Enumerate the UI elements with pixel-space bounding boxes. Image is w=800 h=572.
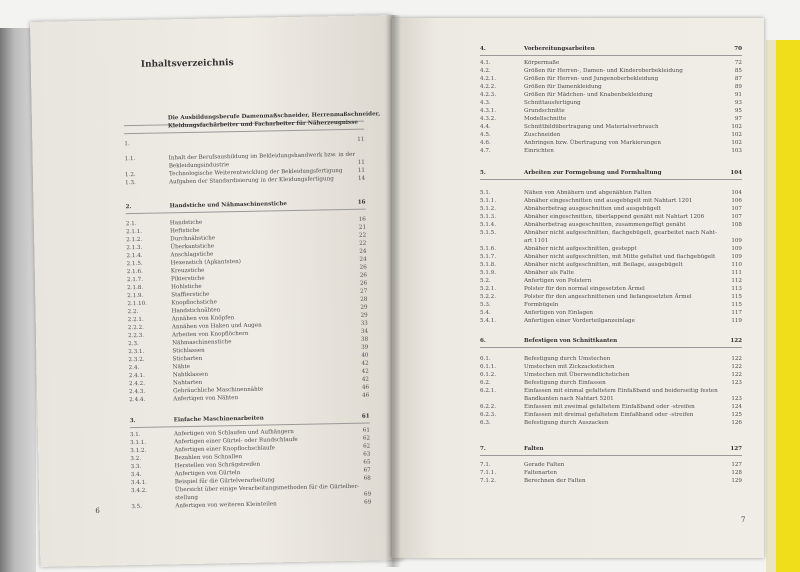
- toc-entry-number: 2.1.3.: [126, 244, 143, 252]
- toc-entry-number: 4.3.2.: [480, 116, 497, 122]
- toc-entry-title: Umstechen mit Überwendlichstichen: [524, 372, 630, 378]
- toc-entry: [125, 216, 366, 228]
- toc-entry-title: Formbügeln: [524, 302, 559, 308]
- toc-entry-number: 2.1.6.: [126, 268, 143, 276]
- section-rule: [480, 347, 742, 348]
- toc-entry-number: 4.3.: [480, 100, 491, 106]
- toc-entry-page: 42: [361, 376, 369, 383]
- toc-entry-number: 2.1.9.: [127, 292, 144, 300]
- toc-entry-number: 4.2.: [480, 68, 491, 74]
- toc-entry-page: 11: [357, 167, 365, 174]
- toc-entry-title: Abnäher eingeschnitten und ausgebügelt mit Nahtart 1201: [524, 198, 693, 204]
- toc-entry-page: 123: [731, 396, 742, 402]
- toc-entry-page: 111: [731, 270, 742, 276]
- toc-entry-title: Einfassen mit einmal gefaltetem Einfaßband und beiderseitig festen: [524, 388, 718, 394]
- toc-entry-title: Schnittbildübertragung und Materialverbrauch: [524, 124, 659, 130]
- toc-entry-title: Schnittausfertigung: [524, 100, 581, 106]
- toc-entry-number: 3.4.: [130, 471, 142, 479]
- toc-entry-title: Die Ausbildungsberufe Damenmaßschneider, Herrenmaßschneider,: [167, 111, 381, 122]
- toc-entry-title: Kreuzstiche: [170, 267, 205, 275]
- toc-entry-page: 38: [360, 336, 369, 343]
- toc-entry-page: 115: [731, 294, 742, 300]
- toc-entry-title: art 1101: [524, 238, 549, 244]
- toc-entry-page: 72: [734, 60, 742, 66]
- toc-entry-title: stellung: [175, 494, 199, 502]
- toc-entry-number: 3.1.: [129, 431, 141, 439]
- toc-entry-page: 124: [731, 404, 742, 410]
- toc-entry-page: 127: [731, 462, 742, 468]
- toc-entry-number: 5.1.6.: [480, 246, 497, 252]
- toc-entry-page: 102: [731, 132, 742, 138]
- toc-entry-page: 115: [731, 302, 742, 308]
- toc-entry-number: 2.4.4.: [129, 396, 146, 404]
- toc-entry-page: 62: [362, 435, 371, 442]
- toc-entry: [124, 111, 381, 122]
- toc-entry-page: 127: [730, 446, 742, 452]
- toc-entry: [125, 199, 366, 211]
- toc-entry-number: 4.2.3.: [480, 92, 497, 98]
- toc-entry-number: 3.: [129, 418, 136, 425]
- toc-entry-number: 2.4.3.: [129, 388, 146, 396]
- page-title: Inhaltsverzeichnis: [140, 58, 234, 70]
- toc-entry-number: 5.1.: [480, 190, 491, 196]
- toc-entry-page: 24: [359, 256, 367, 263]
- toc-entry-number: 5.1.2.: [480, 206, 497, 212]
- toc-entry-page: 69: [364, 499, 372, 506]
- toc-entry-title: Nähte: [172, 363, 191, 371]
- toc-entry-title: Anfertigen von Schlaufen und Aufhängern: [173, 429, 294, 438]
- toc-entry-title: Handstiche und Nähmaschinenstiche: [169, 201, 288, 210]
- toc-entry-number: 3.5.: [131, 503, 143, 511]
- toc-entry-page: 22: [358, 232, 367, 239]
- toc-entry-number: 5.2.2.: [480, 294, 497, 300]
- toc-entry-title: Größen für Herren-, Damen- und Kinderoberbekleidung: [524, 68, 683, 74]
- toc-entry-page: 104: [730, 170, 742, 176]
- toc-entry-number: 4.4.: [480, 124, 491, 130]
- toc-entry-page: 122: [731, 356, 742, 362]
- toc-entry-number: 6.2.3.: [480, 412, 497, 418]
- toc-entry-title: Annähen von Haken und Augen: [171, 322, 262, 331]
- toc-entry-page: 21: [358, 224, 367, 231]
- section-rule: [480, 179, 742, 180]
- toc-entry-title: Nähen von Abnähern und abgenähten Falten: [524, 190, 652, 196]
- toc-entry-title: Knopflochstiche: [171, 299, 218, 307]
- toc-entry-page: 16: [358, 216, 366, 223]
- toc-entry-page: 40: [361, 352, 369, 359]
- toc-entry-title: Anfertigen von Polstern: [524, 278, 592, 284]
- toc-entry-page: 103: [731, 148, 742, 154]
- toc-entry-page: 22: [359, 240, 367, 247]
- toc-entry-number: [125, 163, 165, 164]
- toc-entry-title: Überkantstiche: [170, 243, 215, 251]
- toc-entry-page: 46: [361, 384, 370, 391]
- toc-entry-title: Arbeiten zur Formgebung und Formhaltung: [524, 170, 662, 176]
- toc-entry-page: 61: [361, 413, 370, 420]
- toc-entry-page: 123: [731, 380, 742, 386]
- toc-entry-number: 5.4.: [480, 310, 491, 316]
- toc-entry-page: 26: [359, 280, 368, 287]
- toc-entry-number: 4.3.1.: [480, 108, 497, 114]
- toc-entry-title: Gerade Falten: [524, 462, 565, 468]
- toc-entry-title: Stichlassen: [172, 347, 205, 355]
- toc-entry-number: 5.1.9.: [480, 270, 497, 276]
- left-page: [30, 15, 402, 567]
- toc-entry-page: 26: [359, 272, 367, 279]
- toc-entry-page: 89: [734, 84, 742, 90]
- toc-entry-page: 128: [731, 470, 742, 476]
- toc-entry-title: Anfertigen von weiteren Kleinteilen: [175, 501, 277, 510]
- toc-entry-number: 2.1.1.: [125, 228, 143, 236]
- toc-entry-number: 5.1.4.: [480, 222, 497, 228]
- toc-entry-page: 70: [734, 46, 742, 52]
- section-rule: [124, 129, 364, 135]
- toc-entry-page: 42: [361, 368, 369, 375]
- toc-entry-number: 5.1.7.: [480, 254, 497, 260]
- left-page-number: 6: [95, 506, 100, 515]
- toc-entry-title: Nahtklassen: [172, 371, 209, 379]
- toc-entry-number: 4.2.1.: [480, 76, 497, 82]
- toc-entry-number: [124, 115, 164, 116]
- toc-entry-title: Pikierstiche: [170, 275, 205, 283]
- toc-entry-page: 24: [359, 248, 367, 255]
- toc-entry-title: Anfertigen von Gürteln: [174, 470, 241, 478]
- toc-entry-page: 16: [357, 199, 366, 206]
- toc-entry-number: 2.1.10.: [127, 300, 148, 308]
- toc-entry-number: 5.2.: [480, 278, 491, 284]
- toc-entry-title: Umstechen mit Zickzackstichen: [524, 364, 615, 370]
- toc-entry-page: 122: [731, 364, 742, 370]
- toc-entry-title: Heftstiche: [169, 227, 200, 235]
- toc-entry-title: Befestigung durch Umstechen: [524, 356, 611, 362]
- toc-entry-number: 5.1.8.: [480, 262, 497, 268]
- toc-entry-number: 6.2.2.: [480, 404, 497, 410]
- toc-entry-title: Durchnähstiche: [170, 235, 216, 243]
- toc-entry-number: 5.3.: [480, 302, 491, 308]
- toc-entry-page: 68: [363, 475, 371, 482]
- toc-entry-title: Abnäher nicht aufgeschnitten, mit Mitte gefaltet und flachgebügelt: [524, 254, 716, 260]
- toc-entry-title: Befestigen von Schnittkanten: [524, 338, 618, 344]
- toc-entry-number: 2.3.1.: [128, 348, 145, 356]
- book-gutter: [385, 15, 401, 567]
- toc-entry-number: 6.1.2.: [480, 372, 497, 378]
- toc-entry-number: 5.1.1.: [480, 198, 497, 204]
- toc-entry-title: Körpermaße: [524, 60, 560, 66]
- toc-entry-number: [131, 495, 171, 496]
- toc-entry-number: 7.1.1.: [480, 470, 497, 476]
- toc-entry-page: 125: [731, 412, 742, 418]
- toc-entry-number: 1.3.: [125, 179, 136, 187]
- toc-entry-number: 6.1.: [480, 356, 491, 362]
- toc-entry-page: 46: [362, 392, 370, 399]
- toc-entry-page: 102: [731, 140, 742, 146]
- toc-entry-number: 3.1.1.: [130, 439, 147, 447]
- toc-entry-page: 108: [731, 222, 742, 228]
- toc-entry-title: Grundschnitte: [524, 108, 565, 114]
- toc-entry-page: 113: [731, 286, 742, 292]
- toc-entry-number: 2.4.2.: [128, 380, 146, 388]
- toc-entry-page: 95: [734, 108, 742, 114]
- toc-entry-page: 102: [731, 124, 742, 130]
- toc-entry: [124, 151, 365, 163]
- toc-entry-number: 2.2.2.: [127, 324, 144, 332]
- toc-entry-title: Polster für den normal eingesetzten Ärmel: [524, 286, 645, 292]
- toc-entry-title: Faltenarten: [524, 470, 557, 476]
- toc-entry-title: Herstellen von Schrägstreifen: [174, 461, 261, 470]
- toc-entry-page: 29: [360, 304, 368, 311]
- toc-entry-number: 3.1.2.: [130, 447, 147, 455]
- toc-entry-number: 5.1.3.: [480, 214, 497, 220]
- toc-entry-page: 117: [731, 310, 742, 316]
- toc-entry-number: 2.1.5.: [126, 260, 143, 268]
- section-rule: [480, 455, 742, 456]
- toc-entry-page: 106: [731, 198, 742, 204]
- toc-entry-number: 7.: [480, 446, 486, 452]
- toc-entry-title: Einrichten: [524, 148, 554, 154]
- toc-entry-page: 109: [731, 254, 742, 260]
- toc-entry-page: 109: [731, 238, 742, 244]
- toc-entry-number: 2.1.8.: [127, 284, 144, 292]
- toc-entry-title: Größen für Herren- und Jungenoberbekleidung: [524, 76, 659, 82]
- toc-entry-number: 2.4.: [128, 364, 140, 372]
- toc-entry-number: 3.4.1.: [130, 479, 147, 487]
- toc-entry-title: Abnäherbetrag ausgeschnitten, zusammengefügt genäht: [524, 222, 686, 228]
- toc-entry-number: 6.3.: [480, 420, 491, 426]
- toc-entry-title: Anfertigen einer Vorderteilganzeinlage: [524, 318, 635, 324]
- toc-entry-number: 4.5.: [480, 132, 491, 138]
- toc-entry-number: 3.2.: [130, 455, 142, 463]
- toc-entry-title: Anfertigen einer Gürtel- oder Rundschlaufe: [174, 436, 298, 446]
- toc-entry-page: 33: [360, 320, 368, 327]
- right-page-number: 7: [741, 516, 746, 524]
- toc-entry-number: 5.2.1.: [480, 286, 497, 292]
- toc-entry-title: Gebräuchliche Maschinennähte: [173, 386, 264, 395]
- toc-entry-page: 14: [357, 175, 366, 182]
- toc-entry-title: Anfertigen einer Knopflochschlaufe: [174, 445, 276, 454]
- toc-entry-title: Nähmaschinenstiche: [172, 339, 232, 347]
- book-cover-left: [0, 28, 36, 572]
- toc-entry-page: 107: [731, 206, 742, 212]
- toc-entry-number: 2.1.2.: [126, 236, 143, 244]
- toc-entry-number: 2.2.: [127, 308, 139, 316]
- toc-entry-page: 93: [734, 100, 742, 106]
- toc-entry-number: 7.1.: [480, 462, 491, 468]
- toc-entry-title: Anfertigen von Nähten: [173, 395, 239, 403]
- toc-entry-number: 5.: [480, 170, 486, 176]
- toc-entry-number: 1.: [124, 141, 130, 148]
- toc-entry-page: 91: [734, 92, 742, 98]
- toc-entry-number: 2.3.: [128, 340, 139, 348]
- toc-entry-page: 69: [363, 491, 372, 498]
- toc-entry-title: Einfassen mit zweimal gefaltetem Einfaßband oder -streifen: [524, 404, 695, 410]
- toc-entry: [129, 413, 370, 425]
- toc-entry-number: 2.3.2.: [128, 356, 145, 364]
- toc-entry-title: Einfache Maschinenarbeiten: [173, 415, 264, 424]
- book-cover-right: [766, 40, 800, 572]
- toc-entry-title: Anfertigen von Einlagen: [524, 310, 594, 316]
- toc-entry-title: Polster für den angeschnittenen und liefangesetzten Ärmel: [524, 294, 692, 300]
- toc-entry-title: Handstiche: [169, 219, 203, 227]
- toc-entry-title: Hexenstich (Apkantsten): [170, 258, 241, 267]
- toc-entry-page: 11: [357, 136, 365, 143]
- toc-entry-number: 4.1.: [480, 60, 491, 66]
- toc-entry-title: Hohlstiche: [171, 283, 202, 291]
- toc-entry-page: 97: [734, 116, 742, 122]
- toc-entry-title: Abnäher eingeschnitten, überlappend genäht mit Nahtart 1206: [524, 214, 705, 220]
- toc-entry-title: Abnäher nicht aufgeschnitten, gesteppt: [524, 246, 637, 252]
- toc-entry-title: Kleidungsfachärbeiter und Facharbeiter für Näherzeugnisse: [167, 119, 358, 130]
- toc-entry-title: Anbringen bzw. Übertragung von Markierungen: [524, 140, 661, 146]
- toc-entry-page: 29: [360, 312, 368, 319]
- toc-entry-title: Bekleidungsindustrie: [168, 162, 230, 170]
- toc-entry-title: Berechnen der Falten: [524, 478, 586, 484]
- toc-entry-title: Sticharten: [172, 355, 203, 363]
- toc-entry-title: Inhalt der Berufsausbildung im Bekleidungshandwerk bzw. in der: [168, 151, 356, 162]
- toc-entry-page: 109: [731, 246, 742, 252]
- toc-entry-number: 4.2.2.: [480, 84, 497, 90]
- toc-entry-title: Befestigung durch Auszacken: [524, 420, 609, 426]
- toc-entry-title: Abnäher nicht aufgeschnitten, mit Beilage, ausgebügelt: [524, 262, 683, 268]
- toc-entry-number: 1.2.: [124, 172, 136, 179]
- toc-entry-number: 5.1.5.: [480, 230, 497, 236]
- toc-entry-number: 2.1.7.: [126, 276, 144, 284]
- toc-entry-number: 2.1.4.: [126, 252, 143, 260]
- toc-entry-title: Größen für Damenkleidung: [524, 84, 602, 90]
- toc-entry-title: Arbeiten von Knopflöchern: [171, 330, 249, 339]
- toc-entry-number: 6.: [480, 338, 486, 344]
- toc-entry-number: 4.7.: [480, 148, 491, 154]
- toc-entry-title: Annähen von Knöpfen: [171, 315, 235, 323]
- toc-entry-number: 2.4.1.: [128, 372, 145, 380]
- toc-entry-title: Handstichnähten: [171, 307, 221, 315]
- toc-entry: [124, 136, 365, 148]
- toc-entry-number: 4.6.: [480, 140, 491, 146]
- toc-entry-number: 2.2.3.: [127, 332, 145, 340]
- toc-entry-page: 104: [731, 190, 742, 196]
- toc-entry-number: 4.: [480, 46, 486, 52]
- toc-entry-page: 62: [363, 443, 371, 450]
- toc-entry-number: 3.3.: [130, 463, 142, 471]
- toc-entry-page: 126: [731, 420, 742, 426]
- toc-entry-page: 122: [731, 372, 742, 378]
- toc-entry-title: Abnäher als Falte: [524, 270, 574, 276]
- toc-entry-number: 2.1.: [125, 220, 137, 228]
- right-page: [392, 18, 764, 558]
- toc-entry-page: 61: [362, 427, 370, 434]
- toc-entry-title: Beispiel für die Gürtelverarbeitung: [174, 477, 275, 486]
- toc-entry-page: 42: [361, 360, 369, 367]
- toc-entry-title: Bandkanten nach Nahtart 5201: [524, 396, 614, 402]
- toc-entry-title: Abnäherbetrag ausgeschnitten und ausgebügelt: [524, 206, 661, 212]
- toc-entry-title: Größen für Mädchen- und Knabenbekleidung: [524, 92, 653, 98]
- toc-entry-title: Vorbereitungsarbeiten: [524, 46, 595, 52]
- toc-entry-page: 67: [363, 467, 371, 474]
- toc-entry-page: 122: [730, 338, 742, 344]
- toc-entry-title: Bezahlen von Schnallen: [174, 454, 243, 462]
- toc-entry-title: Staffierstiche: [171, 291, 210, 299]
- toc-entry-number: 2.2.1.: [127, 316, 144, 324]
- toc-entry-title: Befestigung durch Einfassen: [524, 380, 606, 386]
- toc-entry-page: 65: [363, 459, 371, 466]
- toc-entry-title: Anschlagstiche: [170, 251, 214, 259]
- toc-entry-page: 129: [731, 478, 742, 484]
- toc-entry-page: 27: [360, 288, 368, 295]
- toc-entry-page: 63: [363, 451, 371, 458]
- toc-entry-title: Nahtarten: [172, 379, 203, 387]
- toc-entry: [131, 499, 372, 511]
- toc-entry-number: 5.4.1.: [480, 318, 497, 324]
- toc-entry-page: 107: [731, 214, 742, 220]
- toc-entry-number: 7.1.2.: [480, 478, 497, 484]
- toc-entry-page: 26: [359, 264, 367, 271]
- toc-entry-title: Technologische Weiterentwicklung der Bekleidungsfertigung: [168, 168, 343, 178]
- toc-entry-number: 3.4.2.: [130, 487, 148, 495]
- toc-entry-page: 39: [361, 344, 369, 351]
- toc-entry-number: 6.2.: [480, 380, 491, 386]
- toc-entry-page: 112: [731, 278, 742, 284]
- toc-entry-page: 85: [734, 68, 742, 74]
- toc-entry-page: 11: [357, 159, 365, 166]
- toc-entry-title: Falten: [524, 446, 544, 452]
- toc-entry-page: 119: [731, 318, 742, 324]
- toc-entry-title: Modellschnitte: [524, 116, 567, 122]
- toc-entry-page: 34: [360, 328, 369, 335]
- toc-entry-page: 87: [734, 76, 742, 82]
- toc-entry-number: 1.1.: [124, 156, 136, 163]
- toc-entry-title: Zuschneiden: [524, 132, 561, 138]
- toc-entry-page: 110: [731, 262, 742, 268]
- toc-entry-number: 6.2.1.: [480, 388, 497, 394]
- toc-entry-title: Übersicht über einige Verarbeitungsmethoden für die Gürtelher-: [174, 483, 360, 494]
- toc-entry-number: 6.1.1.: [480, 364, 497, 370]
- toc-entry-title: Aufgaben der Standardisierung in der Kleidungsfertigung: [169, 176, 334, 186]
- toc-entry-number: 2.: [125, 204, 132, 211]
- toc-entry-title: Abnäher nicht aufgeschnitten, flachgebügelt, gearbeitet nach Naht-: [524, 230, 717, 236]
- section-rule: [480, 55, 742, 56]
- toc-entry-title: Einfassen mit dreimal gefaltetem Einfaßband oder -streifen: [524, 412, 694, 418]
- toc-entry-page: 28: [360, 296, 368, 303]
